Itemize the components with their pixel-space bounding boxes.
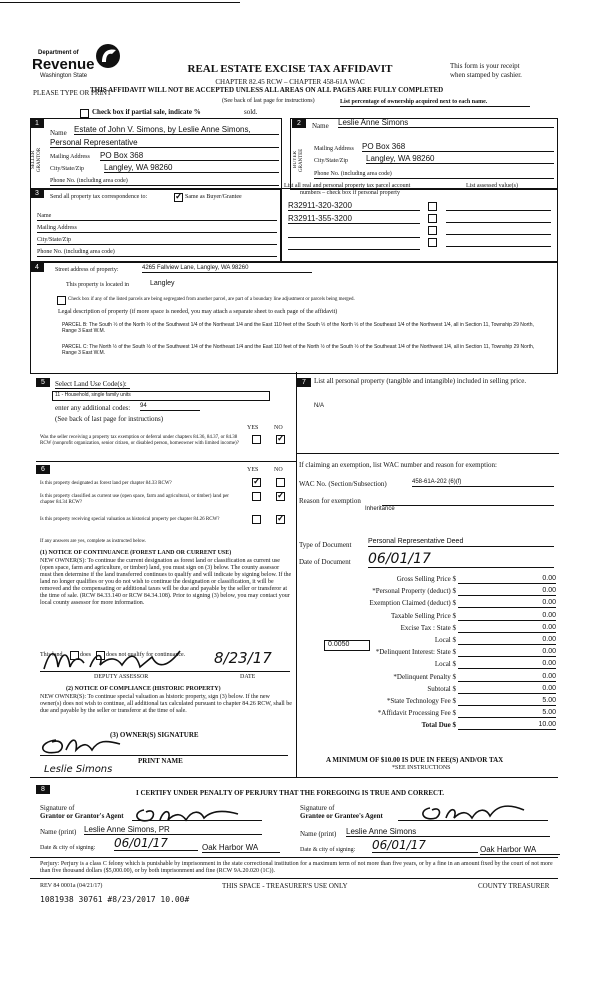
agency-line2: Revenue (32, 56, 95, 73)
fee-row-value[interactable]: 0.00 (458, 636, 556, 645)
fee-row-label: Subtotal $ (427, 684, 456, 693)
no-header-2: NO (274, 467, 283, 473)
owner-signature-label: (3) OWNER(S) SIGNATURE (110, 731, 199, 739)
located-label: This property is located in (66, 282, 129, 288)
rev-number: REV 84 0001a (04/21/17) (40, 883, 103, 889)
additional-codes-label: enter any additional codes: (55, 404, 131, 412)
personal-property-label: List all personal property (tangible and intangible) included in selling price. (314, 377, 527, 385)
fee-row-value[interactable]: 0.00 (458, 624, 556, 633)
local-rate-value: 0.0050 (328, 641, 350, 648)
section-number-2: 2 (292, 119, 306, 128)
fee-row-label: Exemption Claimed (deduct) $ (369, 599, 456, 608)
treasurer-stamp: 1081938 30761 #8/23/2017 10.00# (40, 895, 190, 904)
form-chapter: CHAPTER 82.45 RCW – CHAPTER 458-61A WAC (215, 78, 365, 86)
grantee-signature-icon (420, 798, 530, 826)
segregated-checkbox[interactable] (57, 296, 66, 305)
revenue-logo (32, 42, 122, 84)
grantor-date-label: Date & city of signing: (40, 845, 96, 851)
parcels-header2: numbers – check box if personal property (300, 190, 400, 196)
fee-row-label: Total Due $ (421, 721, 456, 730)
seller-name-field[interactable]: Estate of John V. Simons, by Leslie Anne Simons, (74, 125, 279, 135)
grantor-name-label: Name (print) (40, 828, 77, 836)
seller-side-label: SELLER GRANTOR (31, 147, 42, 173)
grantee-date-field[interactable]: 06/01/17 (372, 838, 478, 853)
grantor-date-field[interactable]: 06/01/17 (114, 836, 198, 851)
grantee-city-field[interactable]: Oak Harbor WA (480, 845, 560, 855)
ownership-note: List percentage of ownership acquired next to each name. (340, 99, 530, 107)
segregated-label: Check box if any of the listed parcels are being segregated from another parcel, are part of a boundary line adjustment or parcels being merged. (68, 297, 355, 302)
notice1-text: NEW OWNER(S): To continue the current designation as forest land or classification as current use (open space, farm and agriculture, or timber) land, you must sign on (3) below. The county assessor must then determine if the land transferred continues to qualify and will indicate by signing below. If the land no longer qualifies or you do not wish to continue the designation or classification, it will be removed and the compensating or additional taxes will be due and payable by the seller or transferor at the time of sale. (RCW 84.33.140 or RCW 84.34.108). Prior to signing (3) below, you may contact your local county assessor for more information. (40, 558, 292, 606)
certify-statement: I CERTIFY UNDER PENALTY OF PERJURY THAT THE FOREGOING IS TRUE AND CORRECT. (136, 789, 445, 797)
section-number-6: 6 (36, 465, 50, 474)
section-number-5: 5 (36, 378, 50, 387)
acceptance-note: THIS AFFIDAVIT WILL NOT BE ACCEPTED UNLESS ALL AREAS ON ALL PAGES ARE FULLY COMPLETED (90, 86, 444, 94)
notice1-title: (1) NOTICE OF CONTINUANCE (FOREST LAND OR CURRENT USE) (40, 550, 232, 556)
treasurer-space: THIS SPACE - TREASURER'S USE ONLY (222, 882, 348, 890)
wac-label: WAC No. (Section/Subsection) (299, 480, 387, 488)
print-note: PLEASE TYPE OR PRINT (33, 89, 112, 97)
agency-line3: Washington State (40, 73, 88, 79)
land-use-see-back: (See back of last page for instructions) (55, 415, 164, 423)
fee-row-label: *Affidavit Processing Fee $ (377, 709, 456, 718)
buyer-mailing-field[interactable]: PO Box 368 (362, 142, 554, 152)
reason-label: Reason for exemption (299, 497, 361, 505)
fee-row-value[interactable]: 0.00 (458, 660, 556, 669)
land-does-label: This land (40, 652, 63, 658)
correspondence-label: Send all property tax correspondence to: (50, 194, 148, 200)
exemption-label: If claiming an exemption, list WAC number and reason for exemption: (299, 461, 497, 469)
buyer-mailing-label: Mailing Address (314, 146, 354, 152)
notice2-title: (2) NOTICE OF COMPLIANCE (HISTORIC PROPERTY) (66, 686, 221, 692)
q1-yes-checkbox[interactable] (252, 435, 261, 444)
revenue-emblem-icon (94, 42, 122, 70)
notice2-text: NEW OWNER(S): To continue special valuation as historic property, sign (3) below. If the new owner(s) does not wish to continue, all additional tax calculated pursuant to chapter 84.26 RCW, shall be due and payable by the seller or transferor at the time of sale. (40, 694, 292, 714)
correspondence-name-field[interactable]: Name (37, 213, 277, 221)
minimum-note: A MINIMUM OF $10.00 IS DUE IN FEE(S) AND/OR TAX (326, 756, 504, 764)
fee-row-value[interactable]: 5.00 (458, 709, 556, 718)
seller-name-field-2[interactable]: Personal Representative (50, 138, 279, 148)
fee-row-label: Taxable Selling Price $ (390, 611, 456, 620)
fee-row-value[interactable]: 10.00 (458, 721, 556, 730)
personal-property-checkbox-2[interactable] (428, 214, 437, 223)
grantee-sig-label1: Signature of (300, 804, 335, 812)
fee-row-value[interactable]: 5.00 (458, 697, 556, 706)
yes-header-2: YES (247, 467, 259, 473)
personal-property-value: N/A (314, 403, 325, 409)
print-name-label: PRINT NAME (138, 757, 183, 765)
grantee-name-field[interactable]: Leslie Anne Simons (346, 827, 550, 837)
fee-row-label: *Delinquent Penalty $ (393, 672, 456, 681)
fee-row-value[interactable]: 0.00 (458, 587, 556, 596)
question-1: Was the seller receiving a property tax exemption or deferral under chapters 84.36, 84.37, or 84.38 RCW (nonprofit organization, senior citizen, or disabled person, homeowner with limited income)? (40, 435, 239, 446)
q1-no-checkbox[interactable]: ✓ (277, 433, 285, 443)
legal-description-label: Legal description of property (if more space is needed, you may attach a separate sheet to each page of the affidavit) (58, 309, 338, 315)
parcels-box (280, 188, 558, 262)
fee-row-value[interactable]: 0.00 (458, 575, 556, 584)
question-4: Is this property receiving special valuation as historical property per chapter 84.26 RCW? (40, 517, 220, 522)
doc-type-label: Type of Document (299, 541, 352, 549)
seller-mailing-field[interactable]: PO Box 368 (100, 151, 279, 161)
doc-date-field[interactable]: 06/01/17 (368, 551, 554, 568)
grantor-sig-label2: Grantor or Grantor's Agent (40, 812, 124, 820)
seller-name-label: Name (50, 129, 67, 137)
section-number-1: 1 (30, 119, 44, 128)
fee-row-label: *Delinquent Interest: State $ (375, 648, 456, 657)
receipt-note2: when stamped by cashier. (450, 71, 522, 79)
parcel-c-text: PARCEL C: The North ½ of the South ½ of the Southwest 1/4 of the Northeast 1/4 and the East 110 feet of the North ½ of the South ½ of the Southeast 1/4 of the Northwest 1/4, all in Section 11, Township 29 North, Range 3 East W.M. (62, 344, 535, 356)
grantee-name-label: Name (print) (300, 830, 337, 838)
county-treasurer: COUNTY TREASURER (478, 882, 550, 890)
property-box (30, 262, 558, 374)
see-back-note: (See back of last page for instructions) (222, 98, 315, 104)
assessed-header: List assessed value(s) (466, 183, 518, 189)
land-use-value: 11 - Household, single family units (55, 392, 131, 398)
buyer-name-field[interactable]: Leslie Anne Simons (338, 118, 554, 128)
does-not-label: does not qualify for continuance. (106, 652, 186, 658)
partial-sale-checkbox[interactable] (80, 109, 89, 118)
personal-property-checkbox-1[interactable] (428, 202, 437, 211)
see-instructions-note: *SEE INSTRUCTIONS (392, 765, 451, 771)
buyer-city-label: City/State/Zip (314, 158, 348, 164)
fee-row-label: *State Technology Fee $ (386, 697, 456, 705)
does-label: does (80, 652, 91, 658)
fee-row-value[interactable]: 0.00 (458, 685, 556, 694)
street-field[interactable]: 4265 Fallview Lane, Langley, WA 98260 (142, 265, 312, 273)
grantor-city-field[interactable]: Oak Harbor WA (202, 843, 280, 853)
parcel-field-1[interactable]: R32911-320-3200 (288, 201, 420, 211)
buyer-city-field[interactable]: Langley, WA 98260 (366, 154, 554, 164)
deputy-assessor-label: DEPUTY ASSESSOR (94, 674, 149, 680)
same-as-buyer-checkbox[interactable]: ✓ (175, 191, 183, 201)
located-field[interactable]: Langley (150, 280, 175, 287)
correspondence-city-field[interactable]: City/State/Zip (37, 237, 277, 245)
fee-row-label: Local $ (434, 660, 456, 669)
parcels-header1: List all real and personal property tax parcel account (284, 183, 411, 189)
partial-sale-label: Check box if partial sale, indicate % (92, 108, 201, 116)
q3-yes-checkbox[interactable] (252, 492, 261, 501)
fee-row-value[interactable]: 0.00 (458, 599, 556, 608)
personal-property-checkbox-3[interactable] (428, 226, 437, 235)
buyer-phone-label[interactable]: Phone No. (including area code) (314, 171, 554, 179)
yes-header-1: YES (247, 425, 259, 431)
seller-city-label: City/State/Zip (50, 166, 84, 172)
q2-no-checkbox[interactable] (276, 478, 285, 487)
perjury-note: Perjury: Perjury is a class C felony which is punishable by imprisonment in the state correctional institution for a maximum term of not more than five years, or by a fine in an amount fixed by the court of not more than five thousand dollars ($5,000.00), or by both imprisonment and fine (RCW 9A.20.020 (1C)). (40, 861, 553, 874)
buyer-side-label: BUYER GRANTEE (293, 148, 304, 172)
grantor-name-field[interactable]: Leslie Anne Simons, PR (84, 825, 262, 835)
wac-field[interactable]: 458-61A-202 (6)(f) (412, 479, 554, 487)
section-number-8: 8 (36, 785, 50, 794)
reason-value: Inheritance (365, 506, 395, 512)
form-title: REAL ESTATE EXCISE TAX AFFIDAVIT (187, 63, 393, 75)
doc-type-field[interactable]: Personal Representative Deed (368, 538, 554, 547)
question-3: Is this property classified as current use (open space, farm and agricultural, or timber) land per chapter 84.34 RCW? (40, 494, 229, 505)
correspondence-phone-field[interactable]: Phone No. (including area code) (37, 249, 277, 257)
seller-city-field[interactable]: Langley, WA 98260 (104, 163, 279, 173)
fee-row-label: *Personal Property (deduct) $ (372, 587, 456, 596)
parcel-b-text: PARCEL B: The South ½ of the North ½ of the Southwest 1/4 of the Northeast 1/4 and the East 110 feet of the South ½ of the North ½ of the Southeast 1/4 of the Northwest 1/4, all in Section 11, Township 29 North, Range 3 East W.M. (62, 322, 534, 334)
fee-row-value[interactable]: 0.00 (458, 673, 556, 682)
agency-line1: Department of (38, 50, 79, 56)
fee-row-label: Excise Tax : State $ (400, 623, 456, 632)
date-label: DATE (240, 674, 256, 680)
same-as-buyer-label: Same as Buyer/Grantee (185, 194, 242, 200)
section-number-3: 3 (30, 189, 44, 198)
doc-date-label: Date of Document (299, 558, 351, 566)
personal-property-checkbox-4[interactable] (428, 238, 437, 247)
section-number-7: 7 (297, 378, 311, 387)
grantor-sig-label1: Signature of (40, 804, 75, 812)
sold-label: sold. (244, 108, 258, 116)
section-number-4: 4 (30, 263, 44, 272)
q3-no-checkbox[interactable]: ✓ (277, 490, 285, 500)
buyer-name-label: Name (312, 122, 329, 130)
question-2: Is this property designated as forest land per chapter 84.33 RCW? (40, 481, 172, 486)
no-header-1: NO (274, 425, 283, 431)
print-name-value: Leslie Simons (44, 764, 113, 775)
correspondence-mailing-field[interactable]: Mailing Address (37, 225, 277, 233)
fee-row-value[interactable]: 0.00 (458, 612, 556, 621)
parcel-field-2[interactable]: R32911-355-3200 (288, 214, 420, 224)
grantee-sig-label2: Grantee or Grantee's Agent (300, 812, 383, 820)
assessor-date-value: 8/23/17 (214, 649, 272, 667)
receipt-note1: This form is your receipt (450, 62, 520, 70)
fee-row-label: Gross Selling Price $ (396, 575, 456, 583)
q4-no-checkbox[interactable]: ✓ (277, 513, 285, 523)
land-use-label: Select Land Use Code(s): (55, 380, 130, 389)
seller-mailing-label: Mailing Address (50, 154, 90, 160)
additional-codes-field[interactable]: 94 (140, 403, 200, 411)
fee-row-label: Local $ (434, 636, 456, 644)
street-label: Street address of property: (55, 267, 119, 273)
any-yes-note: If any answers are yes, complete as instructed below. (40, 539, 147, 544)
seller-phone-label[interactable]: Phone No. (including area code) (50, 178, 279, 186)
fee-row-value[interactable]: 0.00 (458, 648, 556, 657)
grantee-date-label: Date & city of signing: (300, 847, 356, 853)
q4-yes-checkbox[interactable] (252, 515, 261, 524)
q2-yes-checkbox[interactable]: ✓ (253, 476, 261, 486)
